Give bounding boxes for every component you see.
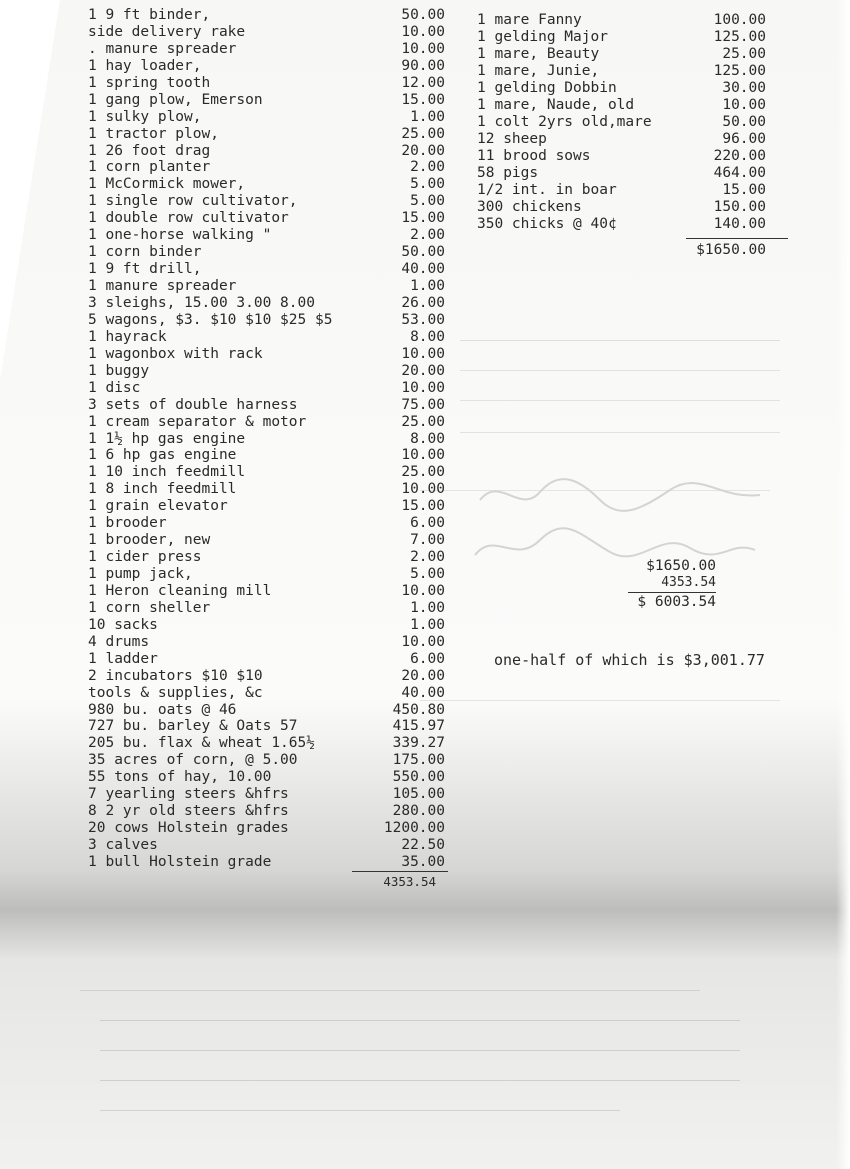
left-item-label: 1 10 inch feedmill [88,464,246,481]
left-item-value: 26.00 [401,294,445,311]
bleed-through-line [420,700,780,701]
left-item-value: 2.00 [410,549,445,566]
right-item-label: 1 mare, Naude, old [477,97,635,113]
right-item-value: 125.00 [713,29,766,45]
left-item-label: 3 sleighs, 15.00 3.00 8.00 [88,294,315,311]
left-item-label: 1 1½ hp gas engine [88,430,246,447]
right-item-label: 1 mare, Junie, [477,63,600,79]
left-item-label: 1 disc [88,379,141,396]
left-item-value: 10.00 [401,345,445,362]
right-item-label: 12 sheep [477,131,547,147]
left-item-value: 35.00 [401,854,445,870]
left-item-value: 75.00 [401,396,445,413]
left-item-value: 1.00 [410,599,445,616]
right-item-label: 300 chickens [477,199,582,215]
bleed-through-line [100,1020,740,1021]
left-item-value: 10.00 [401,582,445,599]
left-item-value: 10.00 [401,379,445,396]
right-item-value: 150.00 [713,199,766,215]
left-item-label: 1 wagonbox with rack [88,345,263,362]
left-item-value: 6.00 [410,650,445,667]
left-item-value: 10.00 [401,23,445,40]
left-item-label: 1 buggy [88,362,150,379]
torn-corner [0,0,60,380]
left-item-value: 280.00 [392,803,445,820]
left-item-label: 2 incubators $10 $10 [88,667,263,684]
summary-sum: $ 6003.54 [637,594,716,610]
left-item-value: 550.00 [392,769,445,786]
half-note: one-half of which is $3,001.77 [494,651,765,669]
left-item-value: 1.00 [410,108,445,125]
left-item-value: 175.00 [392,752,445,769]
bleed-through-line [460,370,780,371]
right-total: $1650.00 [696,242,766,258]
summary-livestock: $1650.00 [646,558,716,574]
left-total: 4353.54 [383,874,436,889]
right-item-label: 1/2 int. in boar [477,182,617,198]
right-item-value: 10.00 [722,97,766,113]
right-item-label: 58 pigs [477,165,539,181]
right-item-label: 350 chicks @ 40¢ [477,216,617,232]
page-edge [836,0,850,1169]
right-item-label: 1 colt 2yrs old,mare [477,114,652,130]
left-item-value: 15.00 [401,210,445,227]
left-item-label: 1 corn sheller [88,599,211,616]
left-item-label: 1 sulky plow, [88,108,202,125]
left-item-value: 10.00 [401,633,445,650]
left-item-label: 3 sets of double harness [88,396,298,413]
left-item-label: 1 8 inch feedmill [88,481,237,498]
left-item-label: 1 spring tooth [88,74,211,91]
right-item-value: 15.00 [722,182,766,198]
left-item-value: 90.00 [401,57,445,74]
left-item-value: 50.00 [401,7,445,23]
left-item-label: 1 hayrack [88,328,167,345]
right-item-value: 96.00 [722,131,766,147]
left-item-value: 12.00 [401,74,445,91]
left-item-value: 20.00 [401,362,445,379]
left-item-label: 20 cows Holstein grades [88,820,289,837]
left-item-label: 10 sacks [88,616,158,633]
left-item-value: 1.00 [410,278,445,295]
bleed-through-line [460,432,780,433]
left-item-label: 980 bu. oats @ 46 [88,701,237,718]
left-item-value: 105.00 [392,786,445,803]
left-item-label: 727 bu. barley & Oats 57 [88,718,298,735]
left-item-label: 1 double row cultivator [88,210,289,227]
left-item-label: 7 yearling steers &hfrs [88,786,289,803]
left-item-label: 1 one-horse walking " [88,227,272,244]
left-item-label: 1 McCormick mower, [88,176,246,193]
left-item-label: 1 bull Holstein grade [88,854,272,870]
left-item-value: 2.00 [410,227,445,244]
right-item-value: 220.00 [713,148,766,164]
left-item-value: 415.97 [392,718,445,735]
left-item-label: . manure spreader [88,40,237,57]
left-item-value: 40.00 [401,684,445,701]
right-item-value: 125.00 [713,63,766,79]
left-item-label: 1 hay loader, [88,57,202,74]
right-item-value: 30.00 [722,80,766,96]
left-item-value: 6.00 [410,515,445,532]
right-item-value: 50.00 [722,114,766,130]
summary-equipment: 4353.54 [661,575,716,590]
left-item-label: 1 tractor plow, [88,125,219,142]
left-item-value: 25.00 [401,464,445,481]
right-item-label: 11 brood sows [477,148,591,164]
right-item-label: 1 mare, Beauty [477,46,600,62]
left-item-value: 20.00 [401,667,445,684]
left-item-value: 2.00 [410,159,445,176]
left-item-value: 10.00 [401,40,445,57]
left-item-label: 3 calves [88,837,158,854]
left-item-label: 1 corn binder [88,244,202,261]
left-total-rule [352,871,448,872]
right-item-label: 1 gelding Major [477,29,608,45]
left-item-value: 10.00 [401,481,445,498]
bleed-through-line [100,1050,740,1051]
bleed-through-line [100,1110,620,1111]
bleed-through-line [460,400,780,401]
left-item-label: 1 9 ft drill, [88,261,202,278]
left-item-label: 1 pump jack, [88,566,193,583]
left-item-label: 1 cider press [88,549,202,566]
right-item-value: 100.00 [713,12,766,28]
left-item-value: 10.00 [401,447,445,464]
left-item-value: 7.00 [410,532,445,549]
right-item-label: 1 mare Fanny [477,12,582,28]
left-item-label: 1 brooder, new [88,532,211,549]
left-item-value: 8.00 [410,430,445,447]
summary-rule [628,592,716,593]
left-item-value: 5.00 [410,176,445,193]
left-item-value: 8.00 [410,328,445,345]
left-item-label: 1 ladder [88,650,158,667]
left-item-label: 55 tons of hay, 10.00 [88,769,272,786]
right-total-rule [686,238,788,239]
left-item-label: 1 manure spreader [88,278,237,295]
left-item-label: 1 corn planter [88,159,211,176]
left-item-label: 5 wagons, $3. $10 $10 $25 $5 [88,311,333,328]
left-item-value: 20.00 [401,142,445,159]
bleed-through-line [100,1080,740,1081]
left-item-label: 8 2 yr old steers &hfrs [88,803,289,820]
left-item-value: 15.00 [401,91,445,108]
left-item-label: 35 acres of corn, @ 5.00 [88,752,298,769]
left-item-value: 40.00 [401,261,445,278]
left-item-label: 1 26 foot drag [88,142,211,159]
left-item-label: 1 gang plow, Emerson [88,91,263,108]
right-item-value: 25.00 [722,46,766,62]
bleed-through-line [80,990,700,991]
left-item-value: 5.00 [410,193,445,210]
left-item-label: 1 grain elevator [88,498,228,515]
bleed-through-line [460,340,780,341]
left-item-label: 205 bu. flax & wheat 1.65½ [88,735,315,752]
left-item-value: 339.27 [392,735,445,752]
left-item-value: 15.00 [401,498,445,515]
left-item-label: 1 6 hp gas engine [88,447,237,464]
right-item-label: 1 gelding Dobbin [477,80,617,96]
left-item-label: 4 drums [88,633,150,650]
left-item-label: 1 9 ft binder, [88,7,211,23]
left-item-label: side delivery rake [88,23,246,40]
left-item-value: 1.00 [410,616,445,633]
left-item-label: 1 cream separator & motor [88,413,307,430]
right-item-value: 464.00 [713,165,766,181]
left-item-value: 1200.00 [383,820,445,837]
right-item-value: 140.00 [713,216,766,232]
left-item-value: 22.50 [401,837,445,854]
left-item-value: 5.00 [410,566,445,583]
left-item-label: 1 Heron cleaning mill [88,582,272,599]
left-item-label: tools & supplies, &c [88,684,263,701]
left-item-value: 53.00 [401,311,445,328]
left-item-label: 1 brooder [88,515,167,532]
left-item-value: 25.00 [401,125,445,142]
left-item-value: 450.80 [392,701,445,718]
left-item-value: 25.00 [401,413,445,430]
left-item-label: 1 single row cultivator, [88,193,298,210]
left-item-value: 50.00 [401,244,445,261]
